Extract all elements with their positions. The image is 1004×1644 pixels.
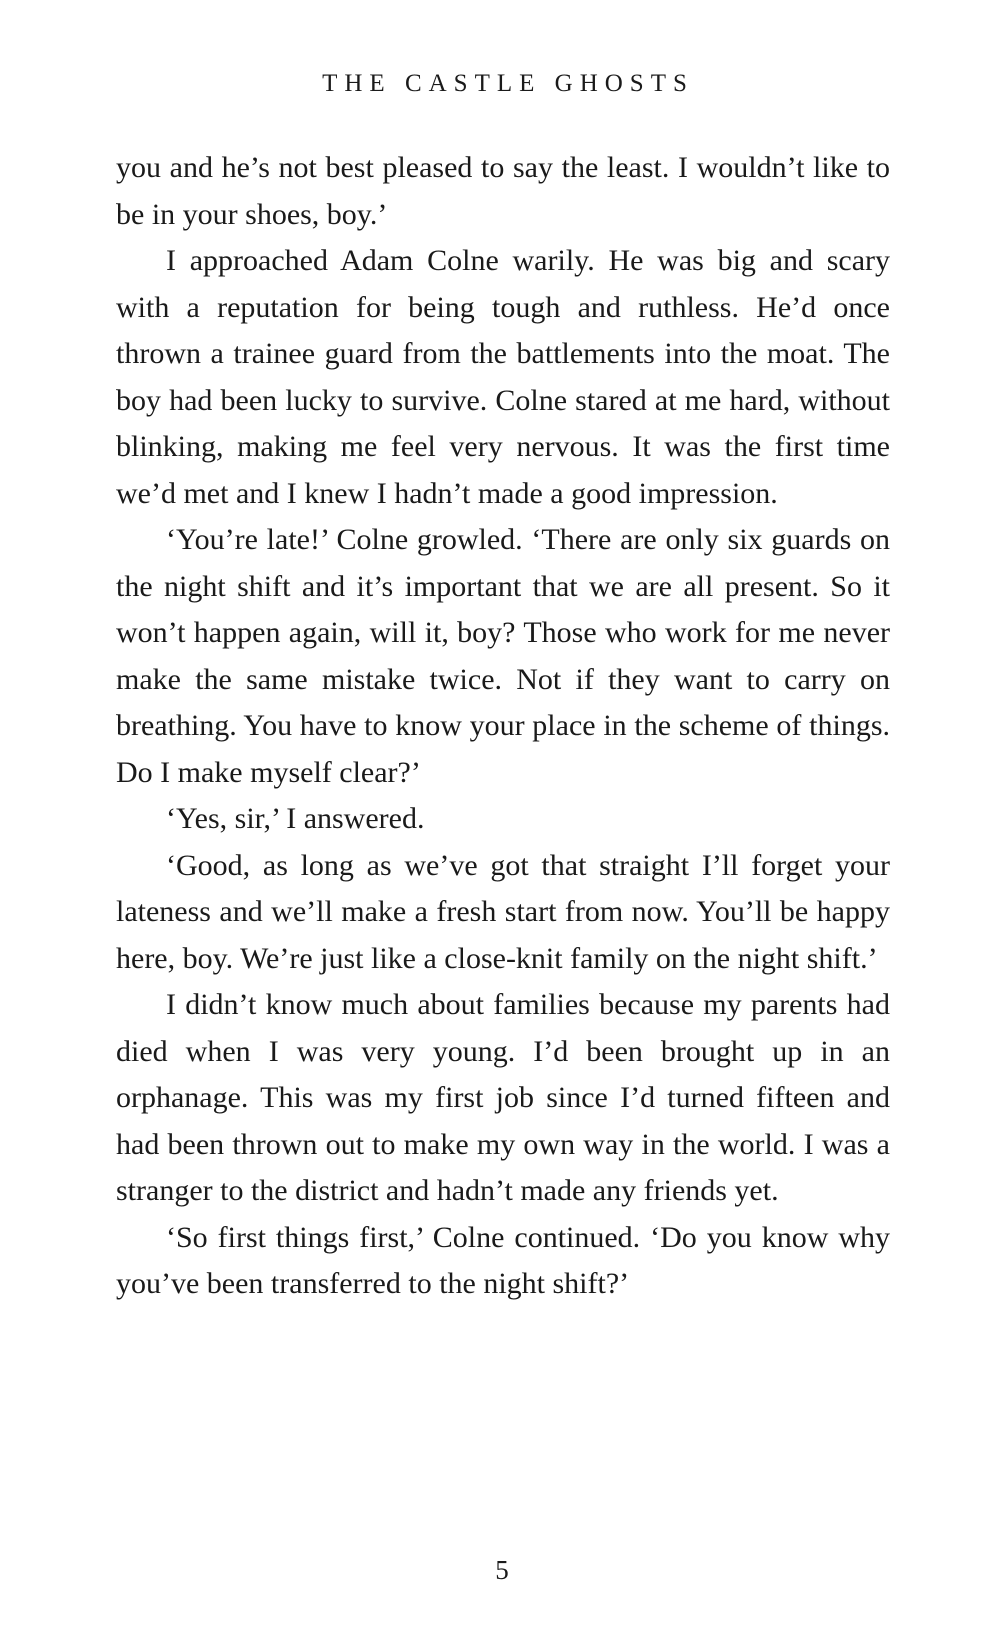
page-number: 5: [495, 1555, 509, 1585]
paragraph: I didn’t know much about families because my parents had died when I was very young. I’d been brought up in an orphanage. This was my first job since I’d turned fifteen and had been thrown out to make my own way in the world. I was a stranger to the district and hadn’t made any friends yet.: [116, 988, 890, 1207]
paragraph: ‘You’re late!’ Colne growled. ‘There are only six guards on the night shift and it’s important that we are all present. So it won’t happen again, will it, boy? Those who work for me never make the same mistake twice. Not if they want to carry on breathing. You have to know your place in the scheme of things. Do I make myself clear?’: [116, 523, 890, 789]
running-head: THE CASTLE GHOSTS: [322, 70, 694, 97]
paragraph: ‘Good, as long as we’ve got that straight I’ll forget your lateness and we’ll make a fresh start from now. You’ll be happy here, boy. We’re just like a close-knit family on the night shift.’: [116, 848, 890, 975]
paragraph: ‘Yes, sir,’ I answered.: [166, 802, 425, 835]
paragraph: I approached Adam Colne warily. He was big and scary with a reputation for being tough and ruthless. He’d once thrown a trainee guard from the battlements into the moat. The boy had been lucky to survive. Colne stared at me hard, without blinking, making me feel very nervous. It was the first time we’d met and I knew I hadn’t made a good impression.: [116, 244, 890, 510]
paragraph: ‘So first things first,’ Colne continued. ‘Do you know why you’ve been transferred to the night shift?’: [116, 1220, 890, 1300]
paragraph: you and he’s not best pleased to say the least. I wouldn’t like to be in your shoes, boy.’: [116, 151, 890, 231]
body-text: [116, 145, 890, 1308]
